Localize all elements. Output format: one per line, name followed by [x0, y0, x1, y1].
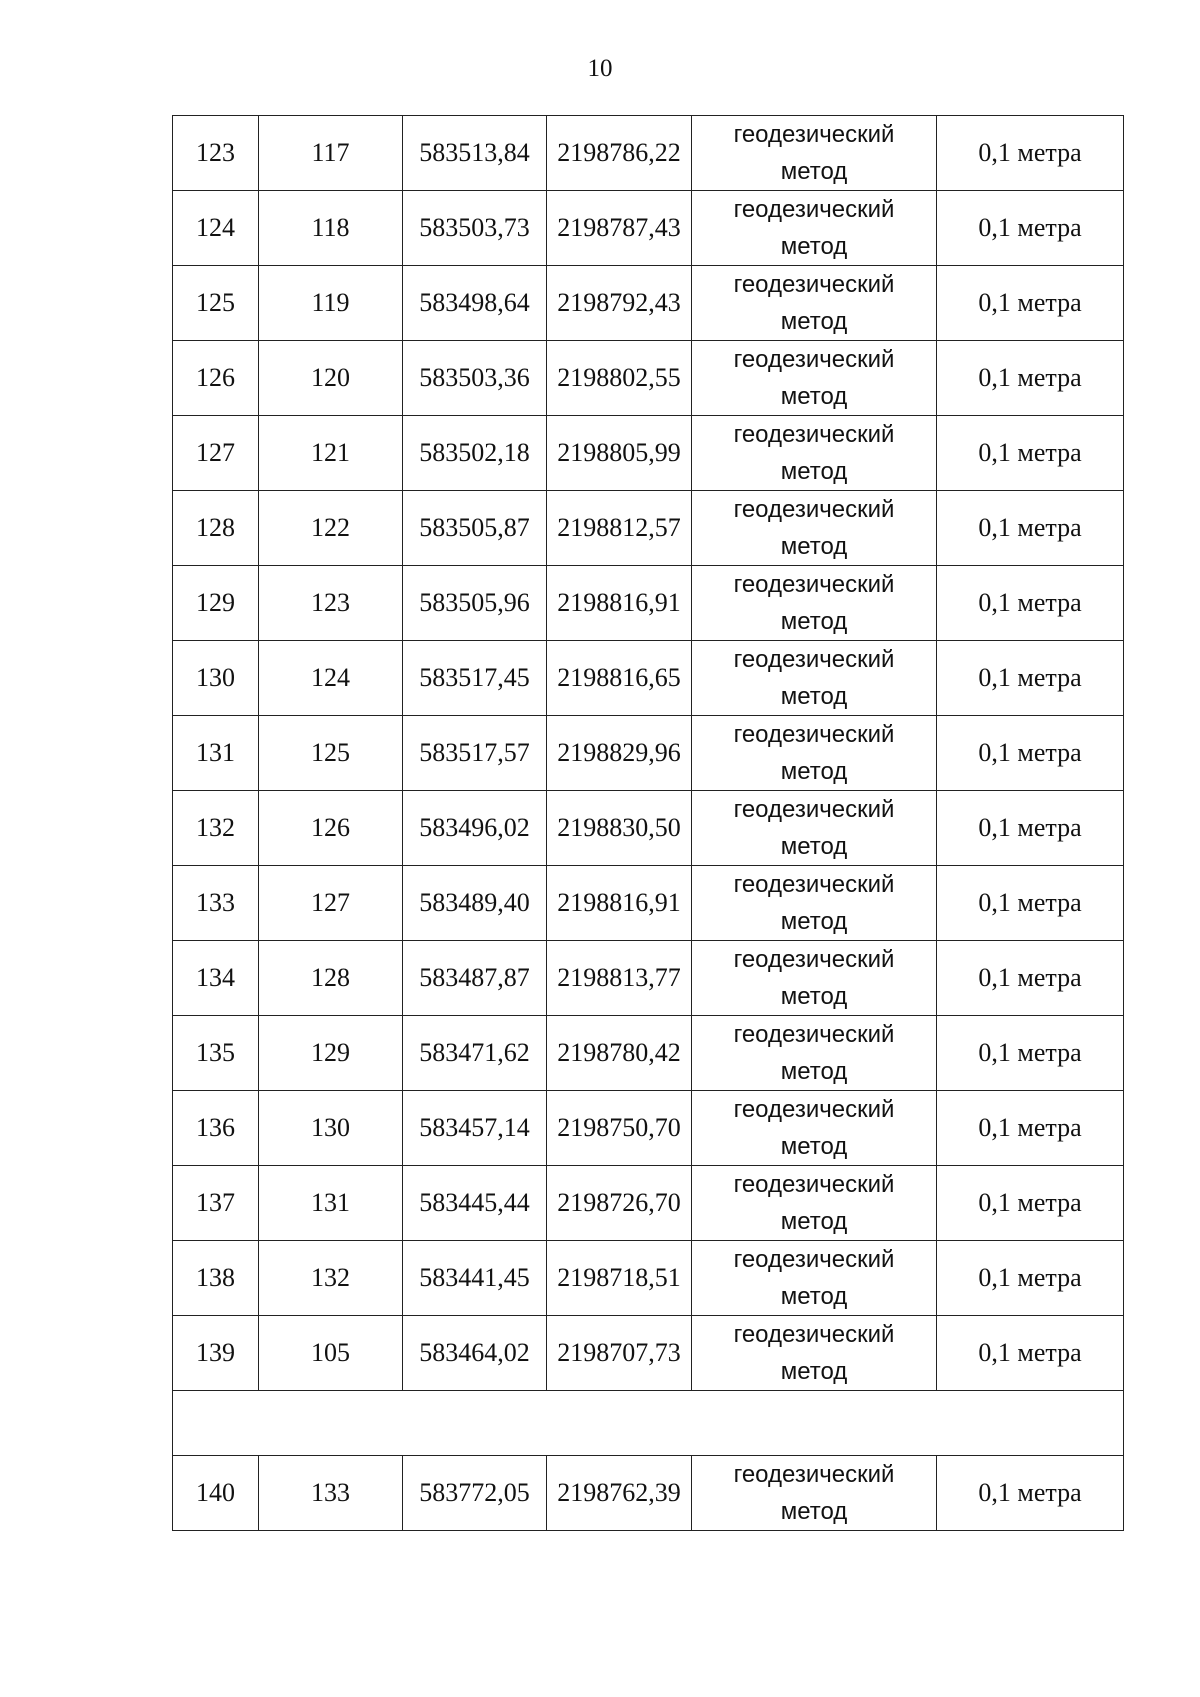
method-line-1: геодезический — [733, 946, 895, 973]
accuracy-cell: 0,1 метра — [937, 116, 1124, 191]
y-coordinate-cell: 2198780,42 — [547, 1016, 692, 1091]
page-number: 10 — [587, 55, 613, 82]
table-row — [173, 1241, 1124, 1316]
point-number-cell: 125 — [259, 716, 403, 791]
method-line-1: геодезический — [733, 196, 895, 223]
accuracy-cell: 0,1 метра — [937, 416, 1124, 491]
point-number-cell: 105 — [259, 1316, 403, 1391]
method-cell — [692, 341, 937, 416]
table-row — [173, 641, 1124, 716]
table-row — [173, 416, 1124, 491]
accuracy-cell: 0,1 метра — [937, 341, 1124, 416]
accuracy-cell: 0,1 метра — [937, 1241, 1124, 1316]
accuracy-cell: 0,1 метра — [937, 491, 1124, 566]
table-row — [173, 1316, 1124, 1391]
method-cell — [692, 716, 937, 791]
method-line-2: метод — [780, 683, 848, 710]
x-coordinate-cell: 583503,36 — [403, 341, 547, 416]
method-cell — [692, 1091, 937, 1166]
row-number-cell: 135 — [173, 1016, 259, 1091]
table-row — [173, 341, 1124, 416]
y-coordinate-cell: 2198813,77 — [547, 941, 692, 1016]
empty-separator-cell — [173, 1391, 1124, 1456]
point-number-cell: 129 — [259, 1016, 403, 1091]
point-number-cell: 123 — [259, 566, 403, 641]
point-number-cell: 133 — [259, 1456, 403, 1531]
method-line-1: геодезический — [733, 646, 895, 673]
y-coordinate-cell: 2198805,99 — [547, 416, 692, 491]
method-cell — [692, 191, 937, 266]
point-number-cell: 122 — [259, 491, 403, 566]
table-row — [173, 1016, 1124, 1091]
accuracy-cell: 0,1 метра — [937, 566, 1124, 641]
method-line-1: геодезический — [733, 496, 895, 523]
y-coordinate-cell: 2198707,73 — [547, 1316, 692, 1391]
x-coordinate-cell: 583457,14 — [403, 1091, 547, 1166]
y-coordinate-cell: 2198816,91 — [547, 866, 692, 941]
x-coordinate-cell: 583445,44 — [403, 1166, 547, 1241]
method-line-1: геодезический — [733, 871, 895, 898]
method-line-2: метод — [780, 1498, 848, 1525]
table-row — [173, 941, 1124, 1016]
row-number-cell: 133 — [173, 866, 259, 941]
y-coordinate-cell: 2198829,96 — [547, 716, 692, 791]
method-cell — [692, 116, 937, 191]
coordinates-table — [172, 115, 1124, 1531]
accuracy-cell: 0,1 метра — [937, 791, 1124, 866]
method-line-2: метод — [780, 1133, 848, 1160]
x-coordinate-cell: 583517,57 — [403, 716, 547, 791]
method-cell — [692, 866, 937, 941]
accuracy-cell: 0,1 метра — [937, 191, 1124, 266]
row-number-cell: 129 — [173, 566, 259, 641]
row-number-cell: 140 — [173, 1456, 259, 1531]
x-coordinate-cell: 583513,84 — [403, 116, 547, 191]
table-row — [173, 191, 1124, 266]
y-coordinate-cell: 2198816,91 — [547, 566, 692, 641]
row-number-cell: 125 — [173, 266, 259, 341]
x-coordinate-cell: 583517,45 — [403, 641, 547, 716]
accuracy-cell: 0,1 метра — [937, 866, 1124, 941]
method-cell — [692, 416, 937, 491]
method-line-1: геодезический — [733, 1096, 895, 1123]
accuracy-cell: 0,1 метра — [937, 1091, 1124, 1166]
table-row — [173, 1091, 1124, 1166]
method-cell — [692, 266, 937, 341]
accuracy-cell: 0,1 метра — [937, 1316, 1124, 1391]
row-number-cell: 124 — [173, 191, 259, 266]
y-coordinate-cell: 2198816,65 — [547, 641, 692, 716]
point-number-cell: 130 — [259, 1091, 403, 1166]
method-line-2: метод — [780, 233, 848, 260]
method-line-2: метод — [780, 833, 848, 860]
y-coordinate-cell: 2198762,39 — [547, 1456, 692, 1531]
method-line-1: геодезический — [733, 271, 895, 298]
method-line-2: метод — [780, 158, 848, 185]
x-coordinate-cell: 583505,96 — [403, 566, 547, 641]
table-row — [173, 1456, 1124, 1531]
accuracy-cell: 0,1 метра — [937, 266, 1124, 341]
row-number-cell: 123 — [173, 116, 259, 191]
point-number-cell: 131 — [259, 1166, 403, 1241]
point-number-cell: 128 — [259, 941, 403, 1016]
row-number-cell: 136 — [173, 1091, 259, 1166]
table-row — [173, 491, 1124, 566]
point-number-cell: 124 — [259, 641, 403, 716]
accuracy-cell: 0,1 метра — [937, 1456, 1124, 1531]
method-line-2: метод — [780, 533, 848, 560]
accuracy-cell: 0,1 метра — [937, 941, 1124, 1016]
method-line-2: метод — [780, 308, 848, 335]
method-line-2: метод — [780, 1283, 848, 1310]
x-coordinate-cell: 583503,73 — [403, 191, 547, 266]
table-row — [173, 566, 1124, 641]
method-line-2: метод — [780, 1358, 848, 1385]
row-number-cell: 131 — [173, 716, 259, 791]
x-coordinate-cell: 583772,05 — [403, 1456, 547, 1531]
point-number-cell: 121 — [259, 416, 403, 491]
point-number-cell: 120 — [259, 341, 403, 416]
row-number-cell: 137 — [173, 1166, 259, 1241]
method-line-2: метод — [780, 758, 848, 785]
method-cell — [692, 1241, 937, 1316]
row-number-cell: 126 — [173, 341, 259, 416]
method-line-1: геодезический — [733, 121, 895, 148]
row-number-cell: 127 — [173, 416, 259, 491]
method-line-1: геодезический — [733, 1246, 895, 1273]
method-line-2: метод — [780, 1058, 848, 1085]
accuracy-cell: 0,1 метра — [937, 1166, 1124, 1241]
y-coordinate-cell: 2198718,51 — [547, 1241, 692, 1316]
accuracy-cell: 0,1 метра — [937, 1016, 1124, 1091]
coordinates-table-body — [173, 116, 1124, 1531]
x-coordinate-cell: 583471,62 — [403, 1016, 547, 1091]
table-row — [173, 866, 1124, 941]
table-row — [173, 116, 1124, 191]
point-number-cell: 117 — [259, 116, 403, 191]
row-number-cell: 139 — [173, 1316, 259, 1391]
accuracy-cell: 0,1 метра — [937, 641, 1124, 716]
point-number-cell: 132 — [259, 1241, 403, 1316]
y-coordinate-cell: 2198726,70 — [547, 1166, 692, 1241]
table-row — [173, 1166, 1124, 1241]
method-line-1: геодезический — [733, 721, 895, 748]
y-coordinate-cell: 2198750,70 — [547, 1091, 692, 1166]
row-number-cell: 134 — [173, 941, 259, 1016]
method-line-2: метод — [780, 983, 848, 1010]
empty-separator-row — [173, 1391, 1124, 1456]
y-coordinate-cell: 2198802,55 — [547, 341, 692, 416]
method-line-2: метод — [780, 908, 848, 935]
x-coordinate-cell: 583502,18 — [403, 416, 547, 491]
method-cell — [692, 791, 937, 866]
y-coordinate-cell: 2198812,57 — [547, 491, 692, 566]
method-cell — [692, 1456, 937, 1531]
y-coordinate-cell: 2198792,43 — [547, 266, 692, 341]
x-coordinate-cell: 583505,87 — [403, 491, 547, 566]
method-line-1: геодезический — [733, 571, 895, 598]
x-coordinate-cell: 583498,64 — [403, 266, 547, 341]
method-cell — [692, 1316, 937, 1391]
method-cell — [692, 941, 937, 1016]
table-row — [173, 716, 1124, 791]
x-coordinate-cell: 583441,45 — [403, 1241, 547, 1316]
method-cell — [692, 491, 937, 566]
x-coordinate-cell: 583489,40 — [403, 866, 547, 941]
row-number-cell: 138 — [173, 1241, 259, 1316]
y-coordinate-cell: 2198786,22 — [547, 116, 692, 191]
method-line-1: геодезический — [733, 1021, 895, 1048]
y-coordinate-cell: 2198787,43 — [547, 191, 692, 266]
table-row — [173, 791, 1124, 866]
point-number-cell: 119 — [259, 266, 403, 341]
method-cell — [692, 641, 937, 716]
method-cell — [692, 1016, 937, 1091]
x-coordinate-cell: 583464,02 — [403, 1316, 547, 1391]
method-line-1: геодезический — [733, 1321, 895, 1348]
method-line-1: геодезический — [733, 1461, 895, 1488]
x-coordinate-cell: 583496,02 — [403, 791, 547, 866]
table-row — [173, 266, 1124, 341]
method-line-1: геодезический — [733, 421, 895, 448]
method-line-2: метод — [780, 1208, 848, 1235]
method-line-1: геодезический — [733, 1171, 895, 1198]
method-line-1: геодезический — [733, 796, 895, 823]
row-number-cell: 132 — [173, 791, 259, 866]
method-line-2: метод — [780, 608, 848, 635]
method-line-2: метод — [780, 458, 848, 485]
method-cell — [692, 566, 937, 641]
y-coordinate-cell: 2198830,50 — [547, 791, 692, 866]
row-number-cell: 128 — [173, 491, 259, 566]
x-coordinate-cell: 583487,87 — [403, 941, 547, 1016]
method-line-1: геодезический — [733, 346, 895, 373]
method-cell — [692, 1166, 937, 1241]
accuracy-cell: 0,1 метра — [937, 716, 1124, 791]
point-number-cell: 118 — [259, 191, 403, 266]
point-number-cell: 127 — [259, 866, 403, 941]
method-line-2: метод — [780, 383, 848, 410]
row-number-cell: 130 — [173, 641, 259, 716]
point-number-cell: 126 — [259, 791, 403, 866]
